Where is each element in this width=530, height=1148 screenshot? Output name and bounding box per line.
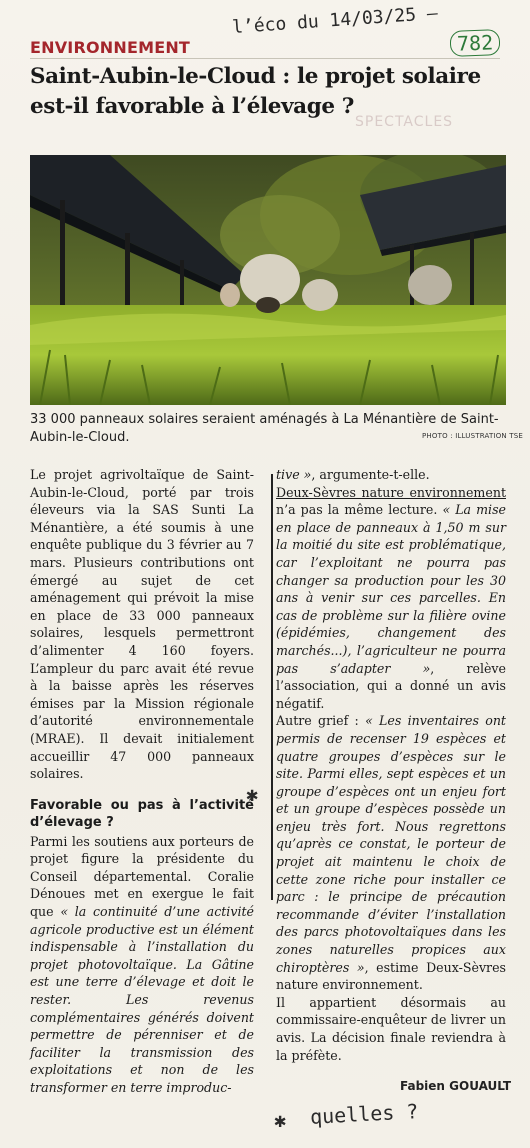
quote: « Les inventaires ont permis de recenser 19 espèces et quatre groupes d’espèces sur le site. Parmi elles, sept espèces et un groupe d’espèces ont un enjeu fort et un groupe d’espèces possède un enjeu très fort. Nous regrettons qu’après ce constat, le porteur de projet ait maintenu le choix de cette zone riche pour installer ce parc : le principe de précaution recommande d’éviter l’installation des parcs photovoltaïques dans les zones naturelles propices aux chiroptères »: [276, 713, 506, 975]
handwritten-number: 782: [450, 29, 501, 57]
bleed-through-text: SPECTACLES: [355, 114, 454, 130]
article-headline: Saint-Aubin-le-Cloud : le projet solaire est-il favorable à l’élevage ?: [30, 64, 481, 119]
article-column-1: [30, 466, 254, 1097]
paragraph-text: , argumente-t-elle.: [311, 467, 430, 482]
paragraph: [276, 466, 506, 484]
photo-credit: PHOTO : ILLUSTRATION TSE: [422, 432, 524, 440]
article-photo: [30, 155, 506, 405]
photo-caption: 33 000 panneaux solaires seraient aménagés à La Ménantière de Saint-Aubin-le-Cloud.: [30, 412, 499, 445]
subheading: Favorable ou pas à l’activité d’élevage ?: [30, 797, 254, 830]
paragraph-text: , estime Deux-Sèvres nature environnement.: [276, 959, 506, 993]
paragraph-text: Autre grief :: [276, 713, 366, 729]
paragraph-text: n’a pas la même lecture.: [276, 502, 443, 518]
organisation-name: Deux-Sèvres nature environnement: [276, 484, 506, 500]
author-byline: Fabien GOUAULT: [400, 1079, 512, 1093]
paragraph: [276, 484, 506, 713]
paragraph-text: Parmi les soutiens aux porteurs de projet figure la présidente du Conseil départemental. Coralie Dénoues met en exergue le fait que: [30, 833, 254, 920]
handwritten-asterisk: ✱: [246, 782, 259, 806]
rubric-divider: [30, 58, 500, 59]
handwritten-margin-line: [271, 474, 273, 900]
article-column-2: [276, 466, 506, 1064]
paragraph: [276, 712, 506, 994]
paragraph: [30, 833, 254, 1097]
section-rubric: ENVIRONNEMENT: [30, 38, 191, 57]
quote-continuation: tive »: [276, 467, 312, 482]
paragraph: Il appartient désormais au commissaire-enquêteur de livrer un avis. La décision finale reviendra à la préfète.: [276, 994, 506, 1063]
handwritten-source-note: l’éco du 14/03/25 –: [231, 2, 439, 39]
quote: « La mise en place de panneaux à 1,50 m sur la moitié du site est problématique, car l’exploitant ne pourra pas changer sa production pour les 30 ans à venir sur ces parcelles. En cas de problème sur la filière ovine (épidémies, changement des marchés...), l’agriculteur ne pourra pas s’adapter »: [276, 502, 507, 676]
handwritten-asterisk: ✱: [274, 1108, 287, 1132]
sheep-under-solar-panels-illustration: [30, 155, 506, 405]
quote: « la continuité d’une activité agricole productive est un élément indispensable à l’installation du projet photovoltaïque. La Gâtine est une terre d’élevage et doit le rester. Les revenus complémentaires générés doivent permettre de pérenniser et de faciliter la transmission des exploitations et non de les transformer en terre improduc-: [30, 904, 254, 1095]
handwritten-note: quelles ?: [309, 1099, 419, 1129]
paragraph: Le projet agrivoltaïque de Saint-Aubin-le-Cloud, porté par trois éleveurs via la SAS Sunti La Ménantière, a été soumis à une enquête publique du 3 février au 7 mars. Plusieurs contributions ont émergé au sujet de cet aménagement qui prévoit la mise en place de 33 000 panneaux solaires, lesquels permettront d’alimenter 4 160 foyers. L’ampleur du parc avait été revue à la baisse après les réserves émises par la Mission régionale d’autorité environnementale (MRAE). Il devait initialement accueillir 47 000 panneaux solaires.: [30, 467, 254, 782]
paragraph-text: , relève l’association, qui a donné un avis négatif.: [276, 660, 507, 711]
